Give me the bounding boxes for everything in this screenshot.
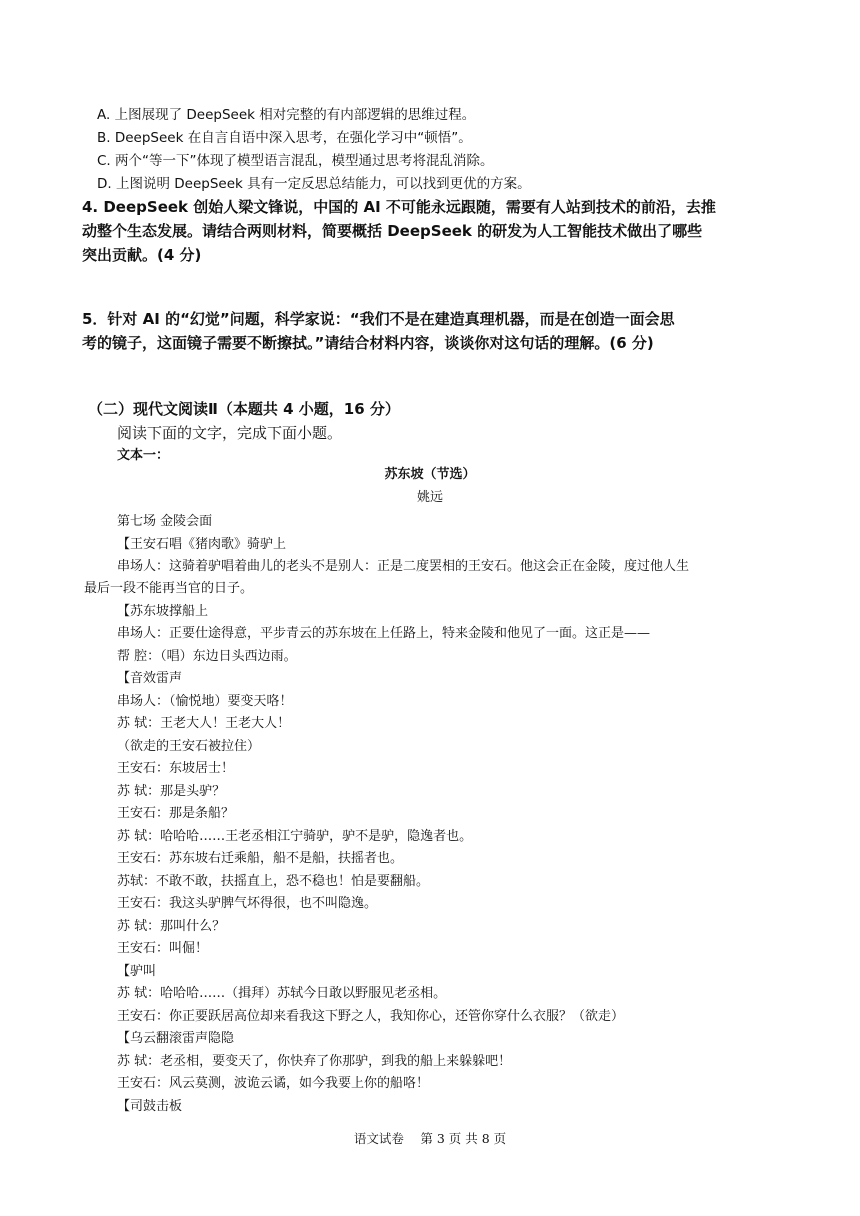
option-d: D. 上图说明 DeepSeek 具有一定反思总结能力，可以找到更优的方案。 xyxy=(97,176,531,192)
script-line: 王安石：你正要跃居高位却来看我这下野之人，我知你心，还管你穿什么衣服？（欲走） xyxy=(117,1009,625,1024)
passage-title: 苏东坡（节选） xyxy=(384,467,476,482)
script-line: 【苏东坡撑船上 xyxy=(117,604,209,619)
script-line: 苏 轼：哈哈哈……王老丞相江宁骑驴，驴不是驴，隐逸者也。 xyxy=(117,829,473,844)
script-line: 苏轼：不敢不敢，扶摇直上，恐不稳也！怕是要翻船。 xyxy=(117,874,430,889)
script-line: 第七场 金陵会面 xyxy=(117,514,213,529)
script-line: 【音效雷声 xyxy=(117,671,183,686)
script-line: 王安石：我这头驴脾气坏得很，也不叫隐逸。 xyxy=(117,896,378,911)
question-4-line-3: 突出贡献。(4 分) xyxy=(82,246,202,264)
script-line: 串场人：正要仕途得意，平步青云的苏东坡在上任路上，特来金陵和他见了一面。这正是—— xyxy=(117,626,651,641)
author: 姚远 xyxy=(416,490,443,505)
script-line: 王安石：叫倔！ xyxy=(117,941,209,956)
script-line: 【乌云翻滚雷声隐隐 xyxy=(117,1031,235,1046)
question-4-line-1: 4. DeepSeek 创始人梁文锋说，中国的 AI 不可能永远跟随，需要有人站到技术的前沿，去推 xyxy=(82,198,716,216)
script-line: 王安石：那是条船？ xyxy=(117,806,235,821)
section-title: （二）现代文阅读Ⅱ（本题共 4 小题，16 分） xyxy=(88,400,400,418)
script-line: 苏 轼：那是头驴？ xyxy=(117,784,226,799)
script-line: 王安石：风云莫测，波诡云谲，如今我要上你的船咯！ xyxy=(117,1076,430,1091)
option-a: A. 上图展现了 DeepSeek 相对完整的有内部逻辑的思维过程。 xyxy=(97,107,476,123)
script-line: 苏 轼：哈哈哈……（揖拜）苏轼今日敢以野服见老丞相。 xyxy=(117,986,447,1001)
text-label: 文本一： xyxy=(117,448,170,463)
script-line: 串场人：（愉悦地）要变天咯！ xyxy=(117,694,293,709)
question-5-line-1: 5．针对 AI 的“幻觉”问题，科学家说：“我们不是在建造真理机器，而是在创造一面会思 xyxy=(82,310,675,328)
question-5-line-2: 考的镜子，这面镜子需要不断擦拭。”请结合材料内容，谈谈你对这句话的理解。(6 分) xyxy=(82,334,654,352)
script-line: 【驴叫 xyxy=(117,964,157,979)
question-4-line-2: 动整个生态发展。请结合两则材料，简要概括 DeepSeek 的研发为人工智能技术做出了哪些 xyxy=(82,222,703,240)
instruction: 阅读下面的文字，完成下面小题。 xyxy=(117,424,343,442)
script-line: 苏 轼：王老大人！王老大人！ xyxy=(117,716,291,731)
script-line: 最后一段不能再当官的日子。 xyxy=(84,581,254,596)
script-line: 【司鼓击板 xyxy=(117,1099,183,1114)
script-line: 串场人：这骑着驴唱着曲儿的老头不是别人：正是二度罢相的王安石。他这会正在金陵，度过他人生 xyxy=(117,559,690,574)
option-c: C. 两个“等一下”体现了模型语言混乱，模型通过思考将混乱消除。 xyxy=(97,153,494,169)
script-line: 帮 腔：（唱）东边日头西边雨。 xyxy=(117,649,297,664)
script-line: 苏 轼：老丞相，要变天了，你快弃了你那驴，到我的船上来躲躲吧！ xyxy=(117,1054,512,1069)
page-footer: 语文试卷 第 3 页 共 8 页 xyxy=(353,1131,507,1146)
script-line: 苏 轼：那叫什么？ xyxy=(117,919,226,934)
option-b: B. DeepSeek 在自言自语中深入思考，在强化学习中“顿悟”。 xyxy=(97,130,472,146)
script-line: 王安石：东坡居士！ xyxy=(117,761,235,776)
script-line: （欲走的王安石被拉住） xyxy=(117,739,261,754)
script-line: 王安石：苏东坡右迁乘船，船不是船，扶摇者也。 xyxy=(117,851,404,866)
script-line: 【王安石唱《猪肉歌》骑驴上 xyxy=(117,537,287,552)
